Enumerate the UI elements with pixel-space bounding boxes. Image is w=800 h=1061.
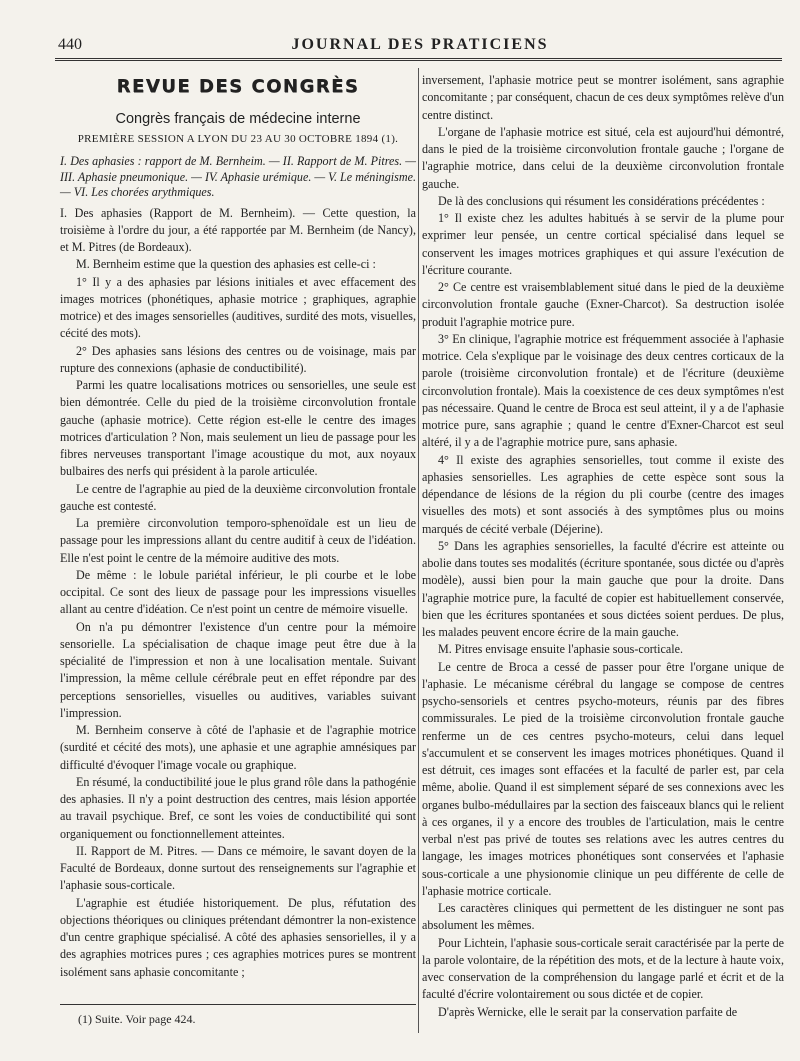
paragraph: 2° Ce centre est vraisemblablement situé dans le pied de la deuxième circonvolution frontale gauche (Exner-Charcot). Sa destruction isolée produit l'agraphie motrice pure. — [422, 280, 784, 329]
paragraph: 3° En clinique, l'agraphie motrice est fréquemment associée à l'aphasie motrice. Cela s'explique par le voisinage des deux centres corticaux de la parole (troisième circonvolution frontale) et de l'écriture (deuxième circonvolution frontale). Mais la coexistence de ces deux symptômes n'est pas nécessaire. Quand le centre de Broca est seul atteint, il y a de l'aphasie motrice pure, sans agraphie ; quand le centre d'Exner-Charcot est seul altéré, il y a de l'agraphie motrice pure, sans aphasie. — [422, 331, 784, 450]
paragraph: 4° Il existe des agraphies sensorielles, tout comme il existe des aphasies sensorielles. Les agraphies de cette espèce sont sous la dépendance de lésions de la région du pli courbe (centre des images visuelles des mots) et sont associés à des symptômes plus ou moins marqués de cécité verbale (Déjerine). — [422, 452, 784, 536]
contents-summary: I. Des aphasies : rapport de M. Bernheim. — II. Rapport de M. Pitres. — III. Aphasie pneumonique. — IV. Aphasie urémique. — V. Le méningisme. — VI. Les chorées arythmiques. — [60, 154, 416, 199]
paragraph: M. Pitres envisage ensuite l'aphasie sous-corticale. — [438, 642, 683, 657]
paragraph: D'après Wernicke, elle le serait par la conservation parfaite de — [438, 1004, 738, 1019]
session-line: PREMIÈRE SESSION A LYON DU 23 AU 30 OCTOBRE 1894 (1). — [77, 133, 399, 145]
paragraph: La première circonvolution temporo-sphenoïdale est un lieu de passage pour les impressions allant du centre auditif à ceux de l'idéation. Elle n'est point le centre de la mémoire auditive des mots. — [60, 516, 416, 565]
left-column — [60, 72, 416, 981]
journal-title: JOURNAL DES PRATICIENS — [291, 36, 549, 53]
paragraph: De même : le lobule pariétal inférieur, le pli courbe et le lobe occipital. Ce sont des lieux de passage pour les impressions visuelles allant au centre d'idéation. Ce n'est point un centre de mémoire visuelle. — [60, 567, 416, 617]
paragraph: M. Bernheim conserve à côté de l'aphasie et de l'agraphie motrice (surdité et cécité des mots), une aphasie et une agraphie amnésiques par difficulté d'évoquer l'image vocale ou graphique. — [60, 723, 416, 772]
paragraph: L'agraphie est étudiée historiquement. De plus, réfutation des objections théoriques ou cliniques prétendant démontrer la non-existence d'un centre graphique spécialisé. A côté des aphasies sensorielles, il y a des agraphies motrices pures ; ces agraphies motrices pures se montrent isolément sans aphasie concomitante ; — [60, 895, 416, 979]
paragraph: L'organe de l'aphasie motrice est situé, cela est aujourd'hui démontré, dans le pied de la troisième circonvolution frontale gauche ; l'organe de l'agraphie motrice, dans celui de la deuxième circonvolution frontale gauche. — [422, 124, 784, 191]
paragraph: 5° Dans les agraphies sensorielles, la faculté d'écrire est atteinte ou abolie dans toutes ses modalités (écriture spontanée, sous dictée ou d'après modèle), aussi bien pour la main gauche que pour la droite. Dans l'agraphie motrice pure, la faculté de copier est habituellement conservée, bien que les écritures spontanées et sous dictées soient perdues. De plus, les malades peuvent encore écrire de la main gauche. — [422, 538, 784, 639]
paragraph: 1° Il y a des aphasies par lésions initiales et avec effacement des images motrices (phonétiques, aphasie motrice ; graphiques, agraphie motrice) et des images sensorielles (auditives, surdité des mots, visuelles, cécité des mots). — [60, 274, 416, 341]
paragraph: I. Des aphasies (Rapport de M. Bernheim). — Cette question, la troisième à l'ordre du jour, a été rapportée par M. Bernheim (de Nancy), et M. Pitres (de Bordeaux). — [60, 205, 416, 254]
paragraph: On n'a pu démontrer l'existence d'un centre pour la mémoire sensorielle. La spécialisation de chaque image peut être due à la spécialité de l'impression et non à une localisation mentale. Suivant l'impression, la même cellule cérébrale peut en effet répondre par des perceptions sensorielles, visuelles ou auditives, variables suivant l'impression. — [60, 619, 416, 720]
paragraph: Les caractères cliniques qui permettent de les distinguer ne sont pas absolument les mêmes. — [422, 901, 784, 933]
section-title: REVUE DES CONGRÈS — [116, 76, 360, 97]
running-head — [58, 28, 782, 54]
page-number: 440 — [58, 36, 82, 53]
paragraph: 2° Des aphasies sans lésions des centres ou de voisinage, mais par rupture des connexions (aphasie de conductibilité). — [60, 343, 416, 375]
footnote-rule — [60, 1004, 416, 1005]
footnote: (1) Suite. Voir page 424. — [78, 1012, 196, 1026]
paragraph: 1° Il existe chez les adultes habitués à se servir de la plume pour exprimer leur pensée, un centre cortical spécialisé dans lequel se conservent les images motrices graphiques et qui assure l'exécution de l'écriture courante. — [422, 211, 784, 277]
header-rule — [55, 58, 782, 61]
paragraph: Pour Lichtein, l'aphasie sous-corticale serait caractérisée par la perte de la parole volontaire, de la répétition des mots, et de la lecture à haute voix, avec conservation de la compréhension du langage parlé et écrit et de la faculté d'écrire volontairement ou sous dictée et de copier. — [422, 935, 784, 1002]
paragraph: M. Bernheim estime que la question des aphasies est celle-ci : — [76, 257, 376, 272]
paragraph: De là des conclusions qui résument les considérations précédentes : — [438, 193, 765, 208]
paragraph: Parmi les quatre localisations motrices ou sensorielles, une seule est bien démontrée. Celle du pied de la troisième circonvolution frontale gauche (aphasie motrice). Cette région est-elle le centre des images motrices d'articulation ? Non, mais seulement un lieu de passage pour les fibres nerveuses transportant l'image acoustique du mot, aux noyaux bulbaires des nerfs qui président à la parole articulée. — [60, 378, 416, 479]
left-body — [60, 205, 416, 981]
congress-title: Congrès français de médecine interne — [115, 111, 361, 127]
paragraph: Le centre de Broca a cessé de passer pour être l'organe unique de l'aphasie. Le mécanisme cérébral du langage se compose de centres psycho-sensoriels et centres psycho-moteurs, réunis par des fibres commissurales. Le pied de la troisième circonvolution frontale gauche renferme un de ces centres psycho-moteurs, celui dans lequel s'accumulent et se conservent les images motrices phonétiques. Quand il est détruit, ces images sont effacées et la faculté de parler est, par cela même, abolie. Quand il est simplement séparé de ses connexions avec les organes bulbo-médullaires par la section des faisceaux blancs qui le relient à ces organes, il y a encore des troubles de l'articulation, mais le centre verbal n'est pas privé de toutes ses relations avec les autres centres du langage, les images motrices phonétiques sont conservées et l'aphasie sous-corticale a une physionomie clinique un peu différente de celle de l'aphasie motrice corticale. — [422, 659, 784, 898]
paragraph: Le centre de l'agraphie au pied de la deuxième circonvolution frontale gauche est contesté. — [60, 481, 416, 513]
paragraph: En résumé, la conductibilité joue le plus grand rôle dans la pathogénie des aphasies. Il n'y a point destruction des centres, mais lésion apportée au travail psychique. Bref, ce sont les voies de conductibilité qui sont organiquement ou fonctionnellement atteintes. — [60, 774, 416, 841]
paragraph: II. Rapport de M. Pitres. — Dans ce mémoire, le savant doyen de la Faculté de Bordeaux, donne surtout des renseignements sur l'agraphie et l'aphasie sous-corticale. — [60, 843, 416, 893]
paragraph: inversement, l'aphasie motrice peut se montrer isolément, sans agraphie concomitante ; par conséquent, chacun de ces deux symptômes relève d'un centre distinct. — [422, 73, 784, 122]
column-divider — [418, 68, 419, 1033]
right-column — [422, 72, 784, 1021]
